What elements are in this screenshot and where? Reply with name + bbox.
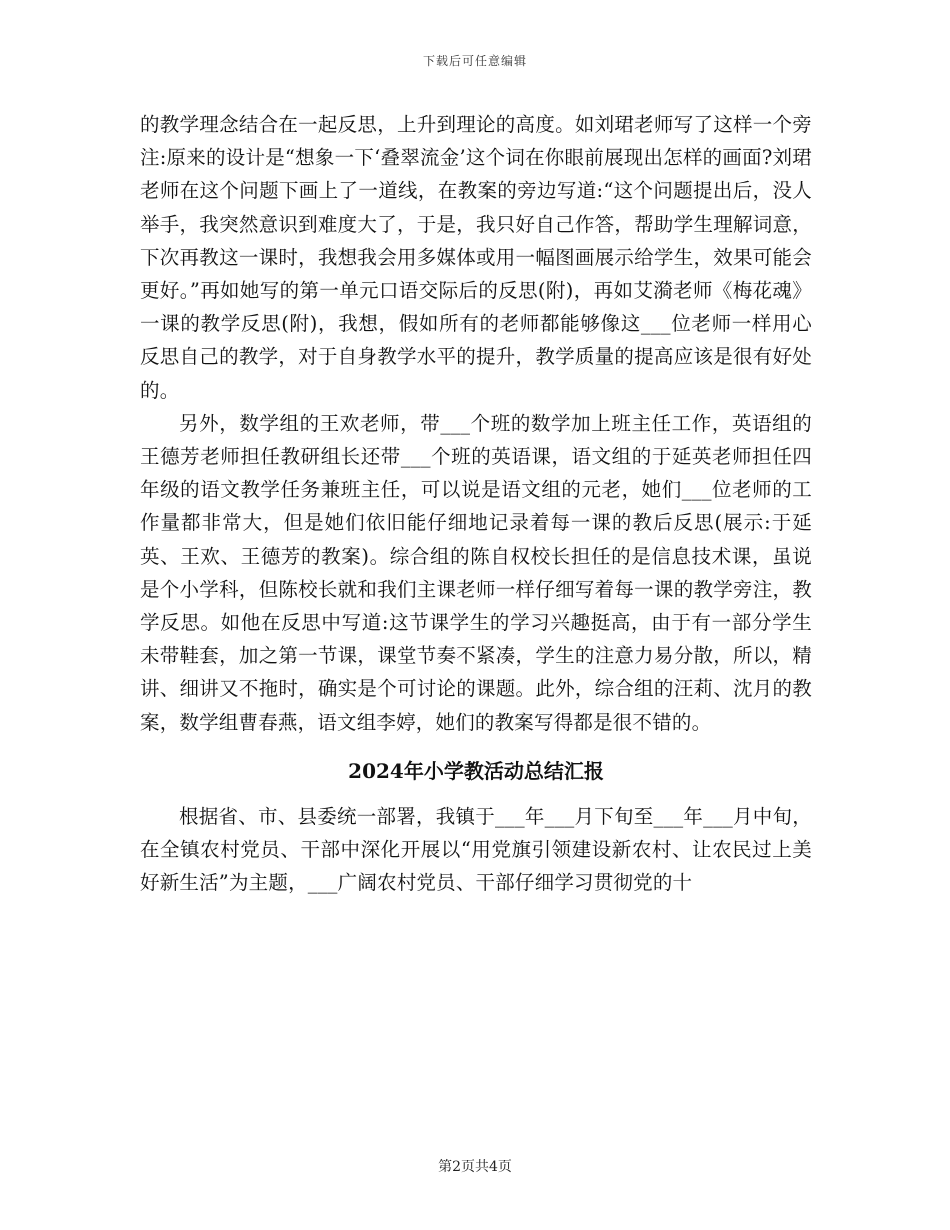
section-title: 2024年小学教活动总结汇报 <box>348 758 604 783</box>
page-header: 下载后可任意编辑 <box>422 54 527 68</box>
paragraph-summary: 根据省、市、县委统一部署，我镇于___年___月下旬至___年___月中旬，在全镇农村党员、干部中深化开展以“用党旗引领建设新农村、让农民过上美好新生活”为主题，___广阔农村党员、干部仔细学习贯彻党的十 <box>140 804 812 895</box>
paragraph-teachers: 另外，数学组的王欢老师，带___个班的数学加上班主任工作，英语组的王德芳老师担任教研组长还带___个班的英语课，语文组的于延英老师担任四年级的语文教学任务兼班主任，可以说是语文组的元老，她们___位老师的工作量都非常大，但是她们依旧能仔细地记录着每一课的教后反思(展示:于延英、王欢、王德芳的教案)。综合组的陈自权校长担任的是信息技术课，虽说是个小学科，但陈校长就和我们主课老师一样仔细写着每一课的教学旁注，教学反思。如他在反思中写道:这节课学生的学习兴趣挺高，由于有一部分学生未带鞋套，加之第一节课，课堂节奏不紧凑，学生的注意力易分散，所以，精讲、细讲又不拖时，确实是个可讨论的课题。此外，综合组的汪莉、沈月的教案，数学组曹春燕，语文组李婷，她们的教案写得都是很不错的。 <box>140 411 812 734</box>
paragraph-reflection: 的教学理念结合在一起反思，上升到理论的高度。如刘珺老师写了这样一个旁注:原来的设计是“想象一下‘叠翠流金’这个词在你眼前展现出怎样的画面?刘珺老师在这个问题下画上了一道线，在教案的旁边写道:“这个问题提出后，没人举手，我突然意识到难度大了，于是，我只好自己作答，帮助学生理解词意，下次再教这一课时，我想我会用多媒体或用一幅图画展示给学生，效果可能会更好。”再如她写的第一单元口语交际后的反思(附)，再如艾漪老师《梅花魂》一课的教学反思(附)，我想，假如所有的老师都能够像这___位老师一样用心反思自己的教学，对于自身教学水平的提升，教学质量的提高应该是很有好处的。 <box>140 113 812 402</box>
document-body <box>140 108 812 899</box>
page-number: 第2页共4页 <box>438 1159 512 1175</box>
